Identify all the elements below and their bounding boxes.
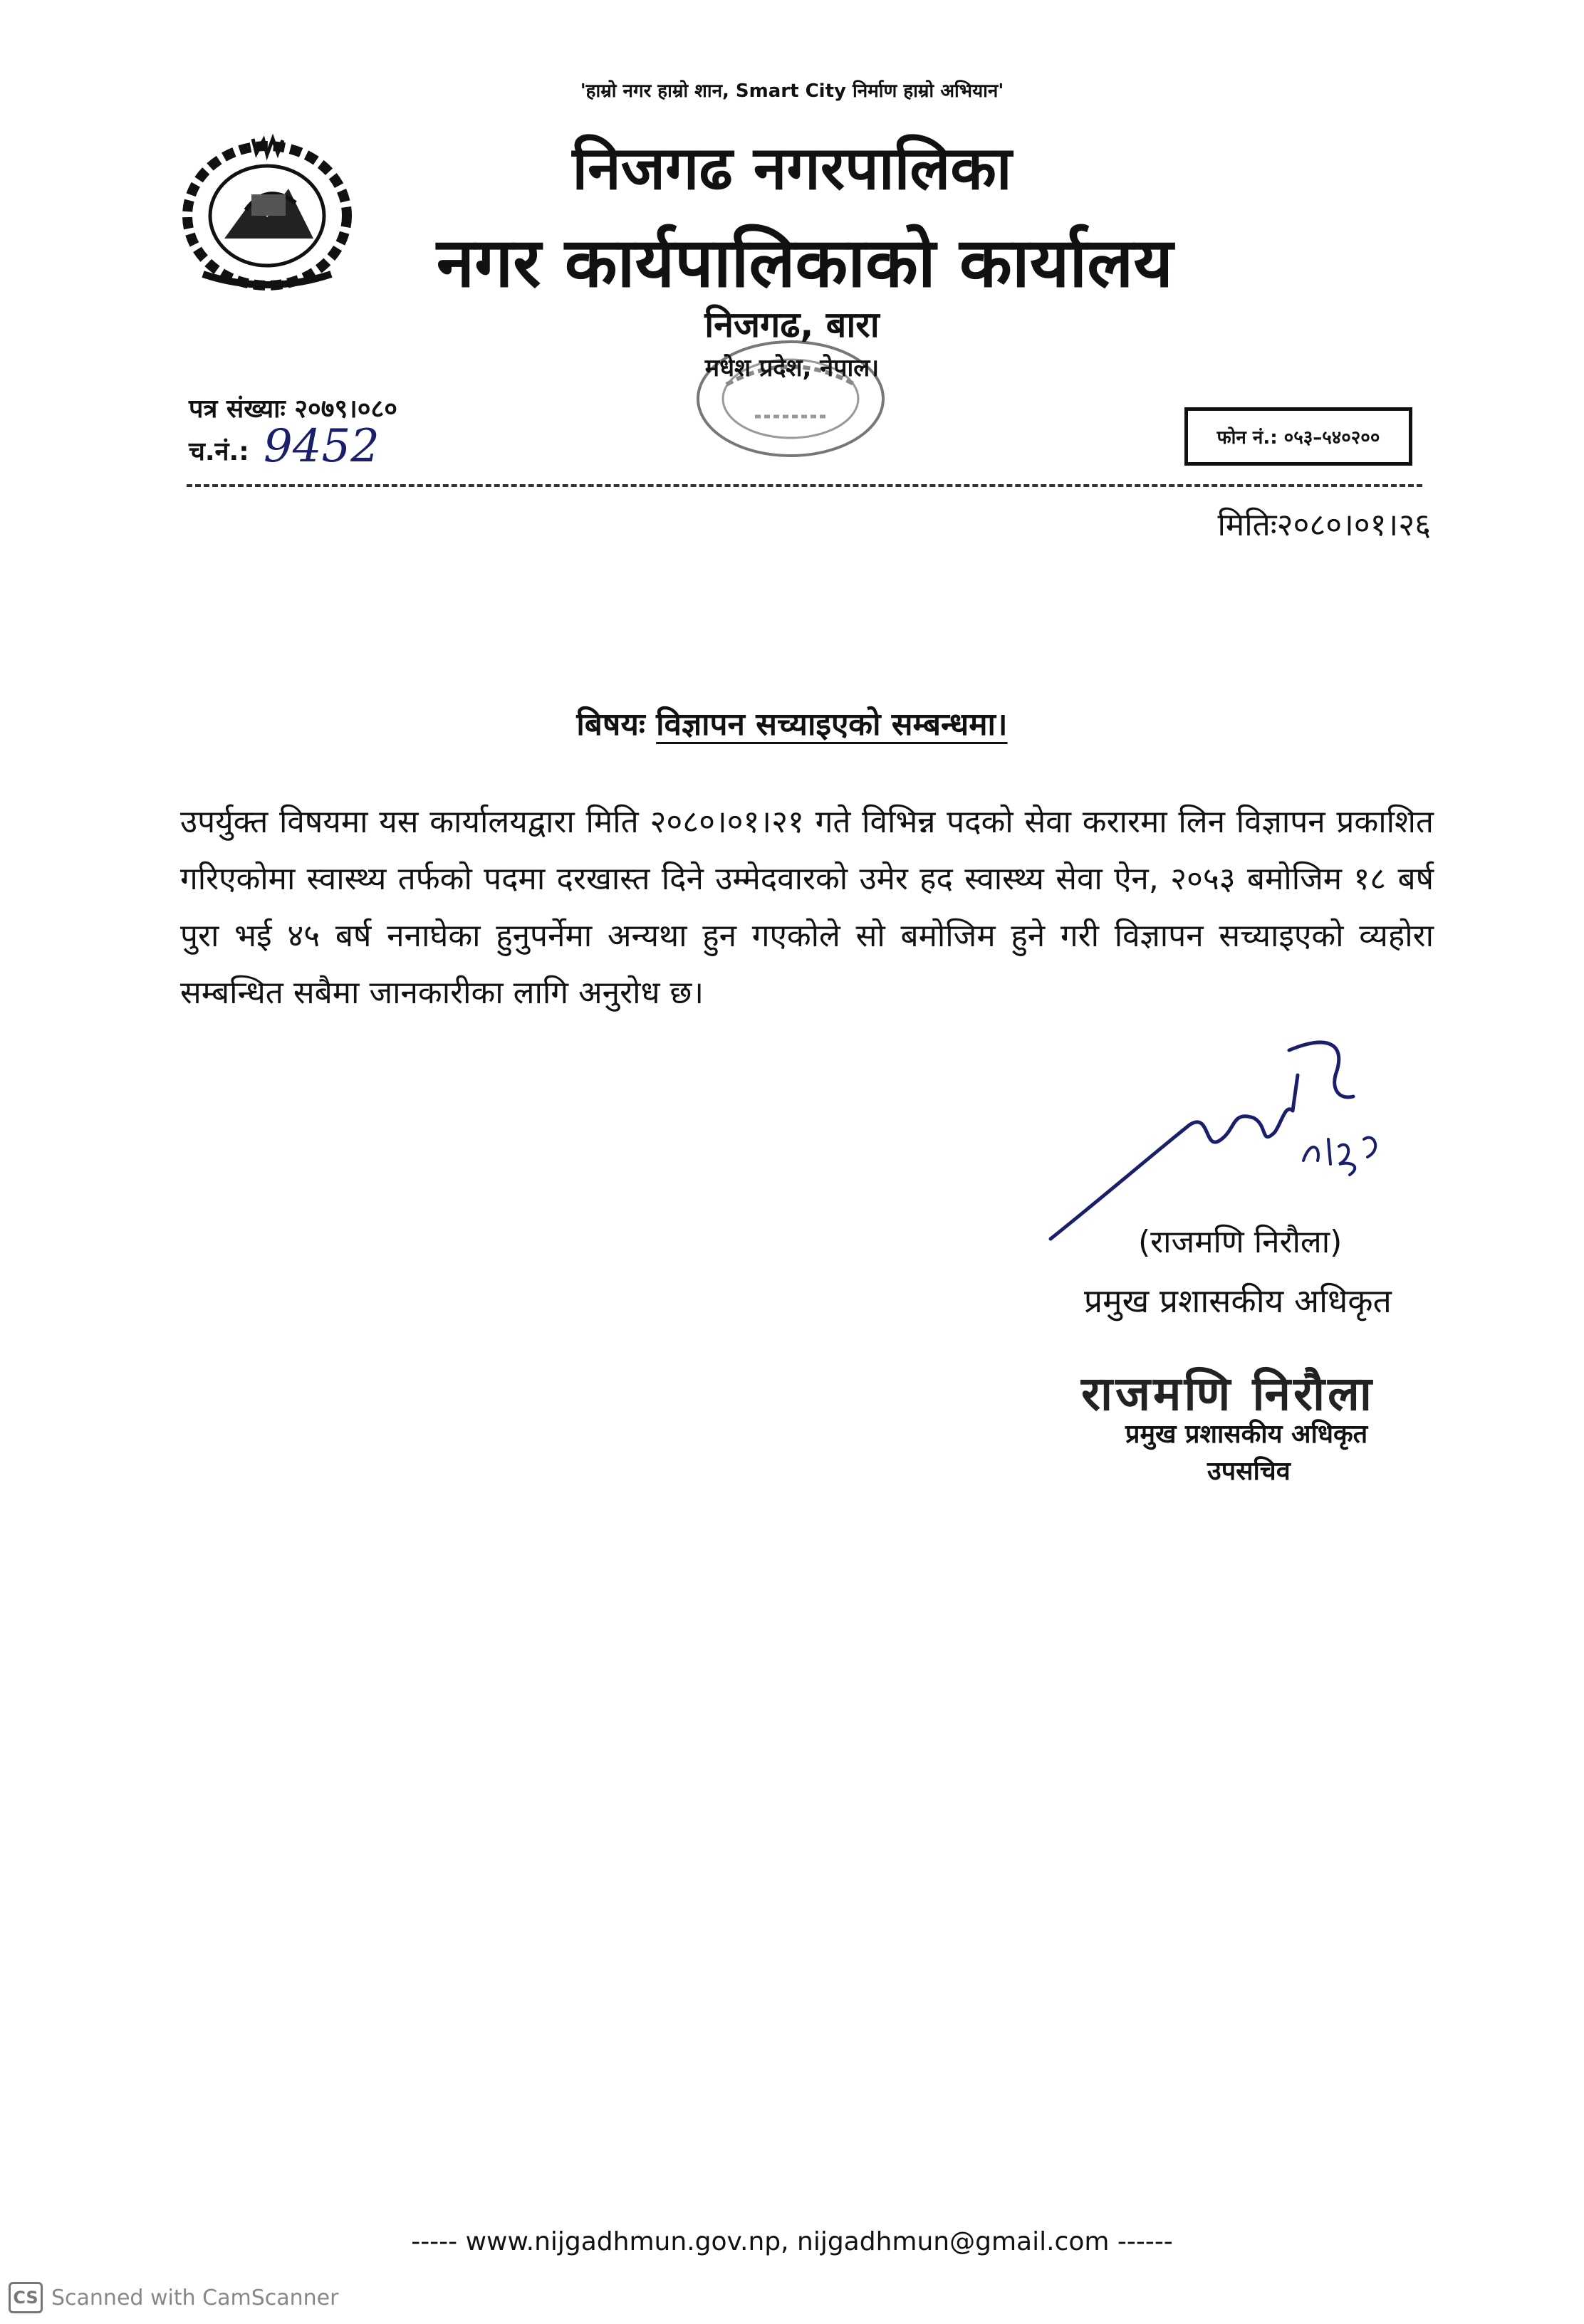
subject-text: विज्ञापन सच्याइएको सम्बन्धमा। xyxy=(656,706,1008,743)
header-divider xyxy=(187,484,1422,487)
dispatch-number-value: 9452 xyxy=(264,420,380,473)
letter-body: उपर्युक्त विषयमा यस कार्यालयद्वारा मिति २०८०।०१।२१ गते विभिन्न पदको सेवा करारमा लिन विज्ञापन प्रकाशित गरिएकोमा स्वास्थ्य तर्फको पदमा दरखास्त दिने उम्मेदवारको उमेर हद स्वास्थ्य सेवा ऐन, २०५३ बमोजिम १८ बर्ष पुरा भई ४५ बर्ष ननाघेका हुनुपर्नेमा अन्यथा हुन गएकोले सो बमोजिम हुने गरी विज्ञापन सच्याइएको व्यहोरा सम्बन्धित सबैमा जानकारीका लागि अनुरोध छ। xyxy=(180,804,1434,1011)
phone-label: फोन नं.: xyxy=(1216,427,1278,449)
official-stamp-name: राजमणि निरौला xyxy=(1081,1366,1375,1421)
dispatch-number-label: च.नं.: xyxy=(189,437,249,466)
letter-number-label: पत्र संख्याः xyxy=(189,394,286,424)
phone-box xyxy=(1184,407,1412,466)
official-stamp-title: प्रमुख प्रशासकीय अधिकृत xyxy=(1125,1420,1368,1449)
camscanner-icon: CS xyxy=(9,2282,43,2313)
phone-value: ०५३–५४०२०० xyxy=(1283,427,1380,449)
letter-number-value: २०७९।०८० xyxy=(294,394,397,424)
address-line-2: मधेश प्रदेश, नेपाल। xyxy=(704,354,880,382)
official-stamp-rank: उपसचिव xyxy=(1207,1457,1291,1486)
letter-date: मितिः२०८०।०१।२६ xyxy=(1217,507,1431,543)
slogan: 'हाम्रो नगर हाम्रो शान, Smart City निर्माण हाम्रो अभियान' xyxy=(580,80,1004,102)
signer-name: (राजमणि निरौला) xyxy=(1138,1224,1343,1260)
subject-label: बिषयः xyxy=(576,706,645,743)
office-name: नगर कार्यपालिकाको कार्यालय xyxy=(436,223,1174,303)
signer-title: प्रमुख प्रशासकीय अधिकृत xyxy=(1084,1282,1392,1320)
address-line-1: निजगढ, बारा xyxy=(704,304,880,345)
handwritten-signature-icon xyxy=(1047,1032,1403,1246)
subject-line xyxy=(0,701,1584,744)
footer-contact: ----- www.nijgadhmun.gov.np, nijgadhmun@gmail.com ------ xyxy=(411,2227,1173,2256)
scanner-watermark: Scanned with CamScanner xyxy=(51,2286,339,2310)
org-name: निजगढ नगरपालिका xyxy=(572,133,1012,203)
